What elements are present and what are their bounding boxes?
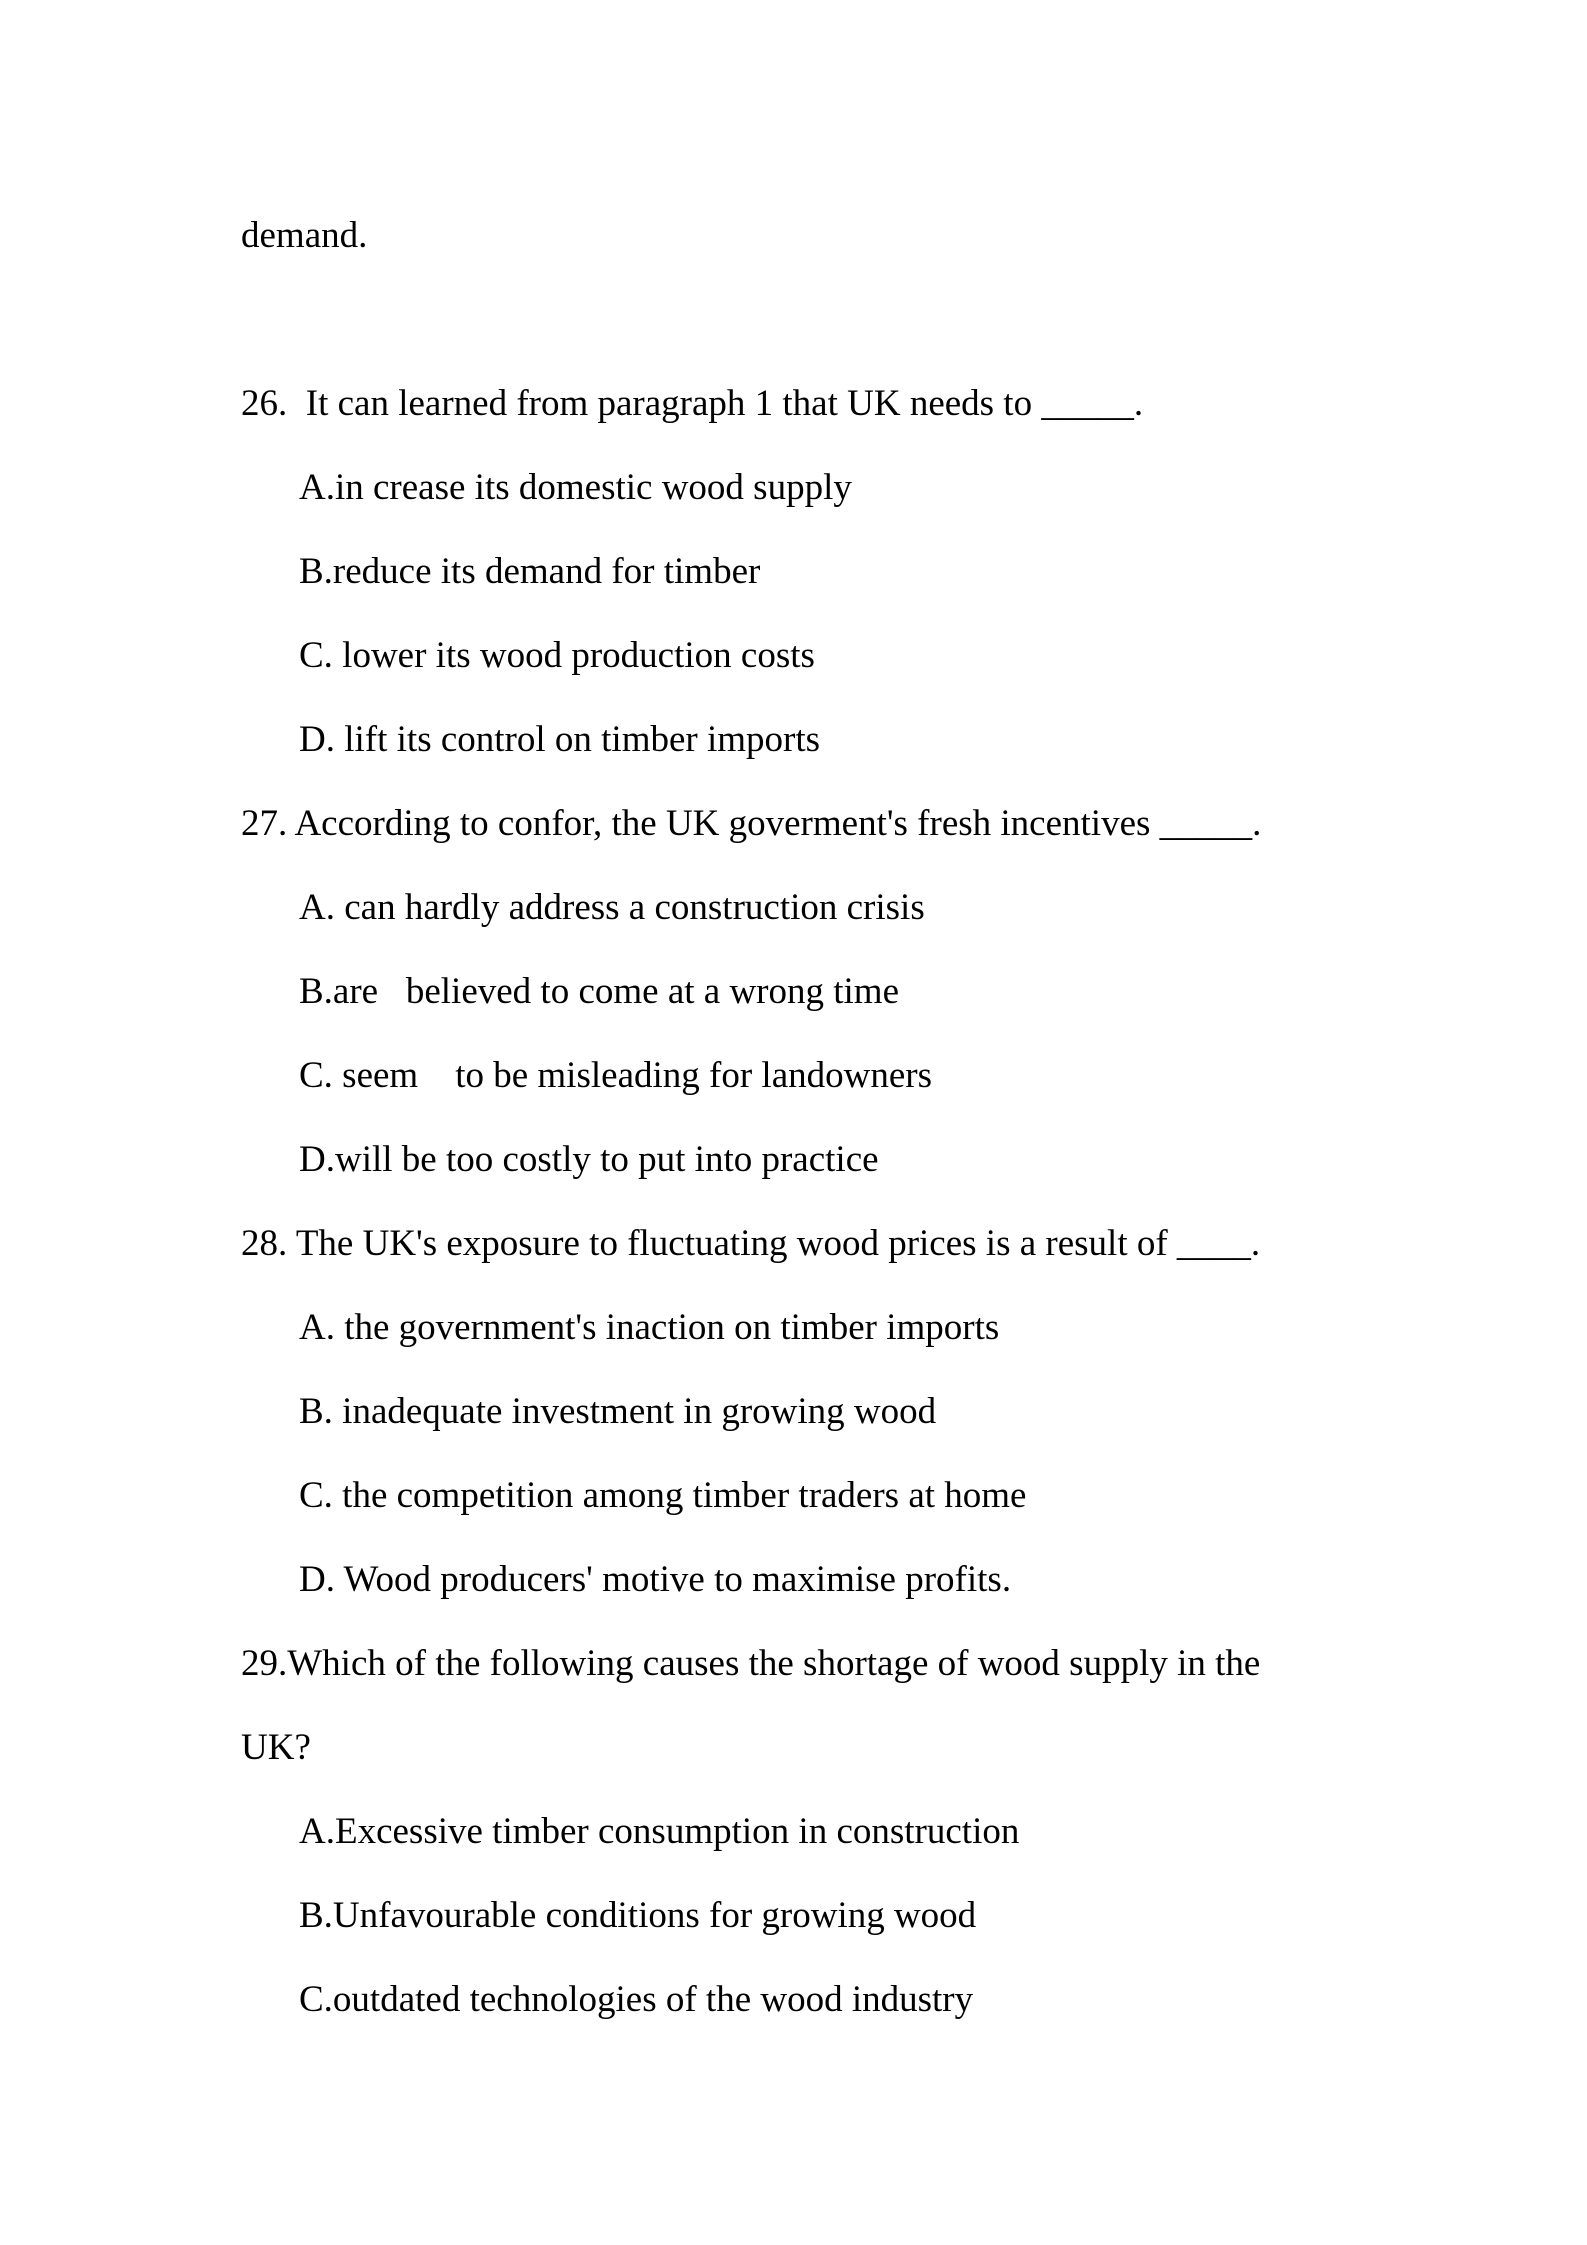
question-26-option-c: C. lower its wood production costs [299,635,815,676]
question-29-option-a: A.Excessive timber consumption in construction [299,1811,1020,1852]
question-28-option-a: A. the government's inaction on timber imports [299,1307,1000,1348]
question-29-option-c: C.outdated technologies of the wood industry [299,1979,974,2020]
question-28-option-d: D. Wood producers' motive to maximise profits. [299,1559,1012,1600]
continuation-text: demand. [241,215,368,256]
question-26-option-a: A.in crease its domestic wood supply [299,467,852,508]
question-26-option-b: B.reduce its demand for timber [299,551,761,592]
question-27-stem: 27. According to confor, the UK goverment's fresh incentives _____. [241,803,1262,844]
question-28-option-b: B. inadequate investment in growing wood [299,1391,937,1432]
question-28-stem: 28. The UK's exposure to fluctuating wood prices is a result of ____. [241,1223,1261,1264]
question-29-stem-line1: 29.Which of the following causes the shortage of wood supply in the [241,1643,1261,1684]
question-28-option-c: C. the competition among timber traders at home [299,1475,1027,1516]
question-27-option-a: A. can hardly address a construction crisis [299,887,925,928]
question-27-option-c: C. seem to be misleading for landowners [299,1055,932,1096]
question-27-option-d: D.will be too costly to put into practice [299,1139,879,1180]
question-26-option-d: D. lift its control on timber imports [299,719,821,760]
question-27-option-b: B.are believed to come at a wrong time [299,971,900,1012]
question-29-stem-line2: UK? [241,1727,311,1768]
question-29-option-b: B.Unfavourable conditions for growing wood [299,1895,977,1936]
question-26-stem: 26. It can learned from paragraph 1 that UK needs to _____. [241,383,1144,424]
